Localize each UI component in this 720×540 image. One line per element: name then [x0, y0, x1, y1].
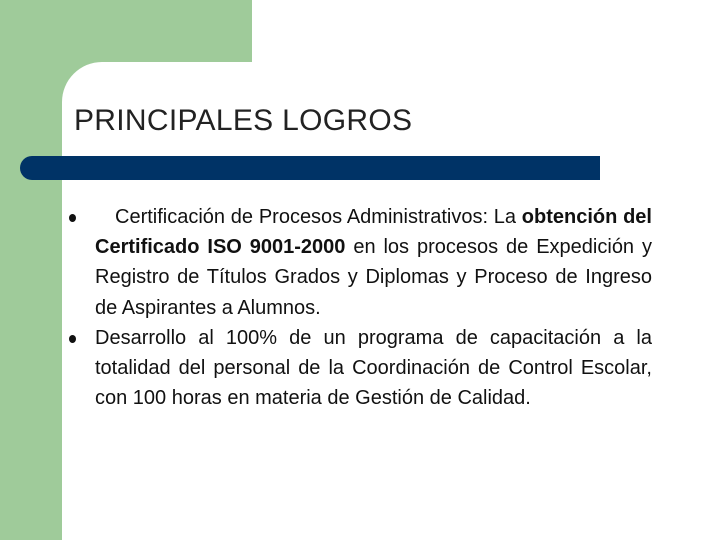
bullet-lead-text: Certificación de Procesos Administrativos: La — [115, 206, 517, 228]
bullet-rest-text: en los procesos de Expedición y Registro de Títulos Grados y Diplomas y Proceso de Ingreso de Aspirantes a Alumnos. — [95, 236, 652, 319]
bullet-item-iso — [64, 202, 652, 323]
bullet-item-training — [64, 323, 652, 414]
bullet-list — [64, 202, 652, 413]
bullet-text: Desarrollo al 100% de un programa de capacitación a la totalidad del personal de la Coordinación de Control Escolar, con 100 horas en materia de Gestión de Calidad. — [95, 326, 652, 410]
bullet-strong-text: obtención del Certificado ISO 9001-2000 — [95, 206, 652, 259]
title-rule — [20, 156, 600, 180]
decor-green-left — [0, 0, 62, 540]
bullet-dot-icon — [69, 214, 76, 222]
slide-title: PRINCIPALES LOGROS — [74, 104, 413, 137]
bullet-dot-icon — [69, 335, 76, 343]
